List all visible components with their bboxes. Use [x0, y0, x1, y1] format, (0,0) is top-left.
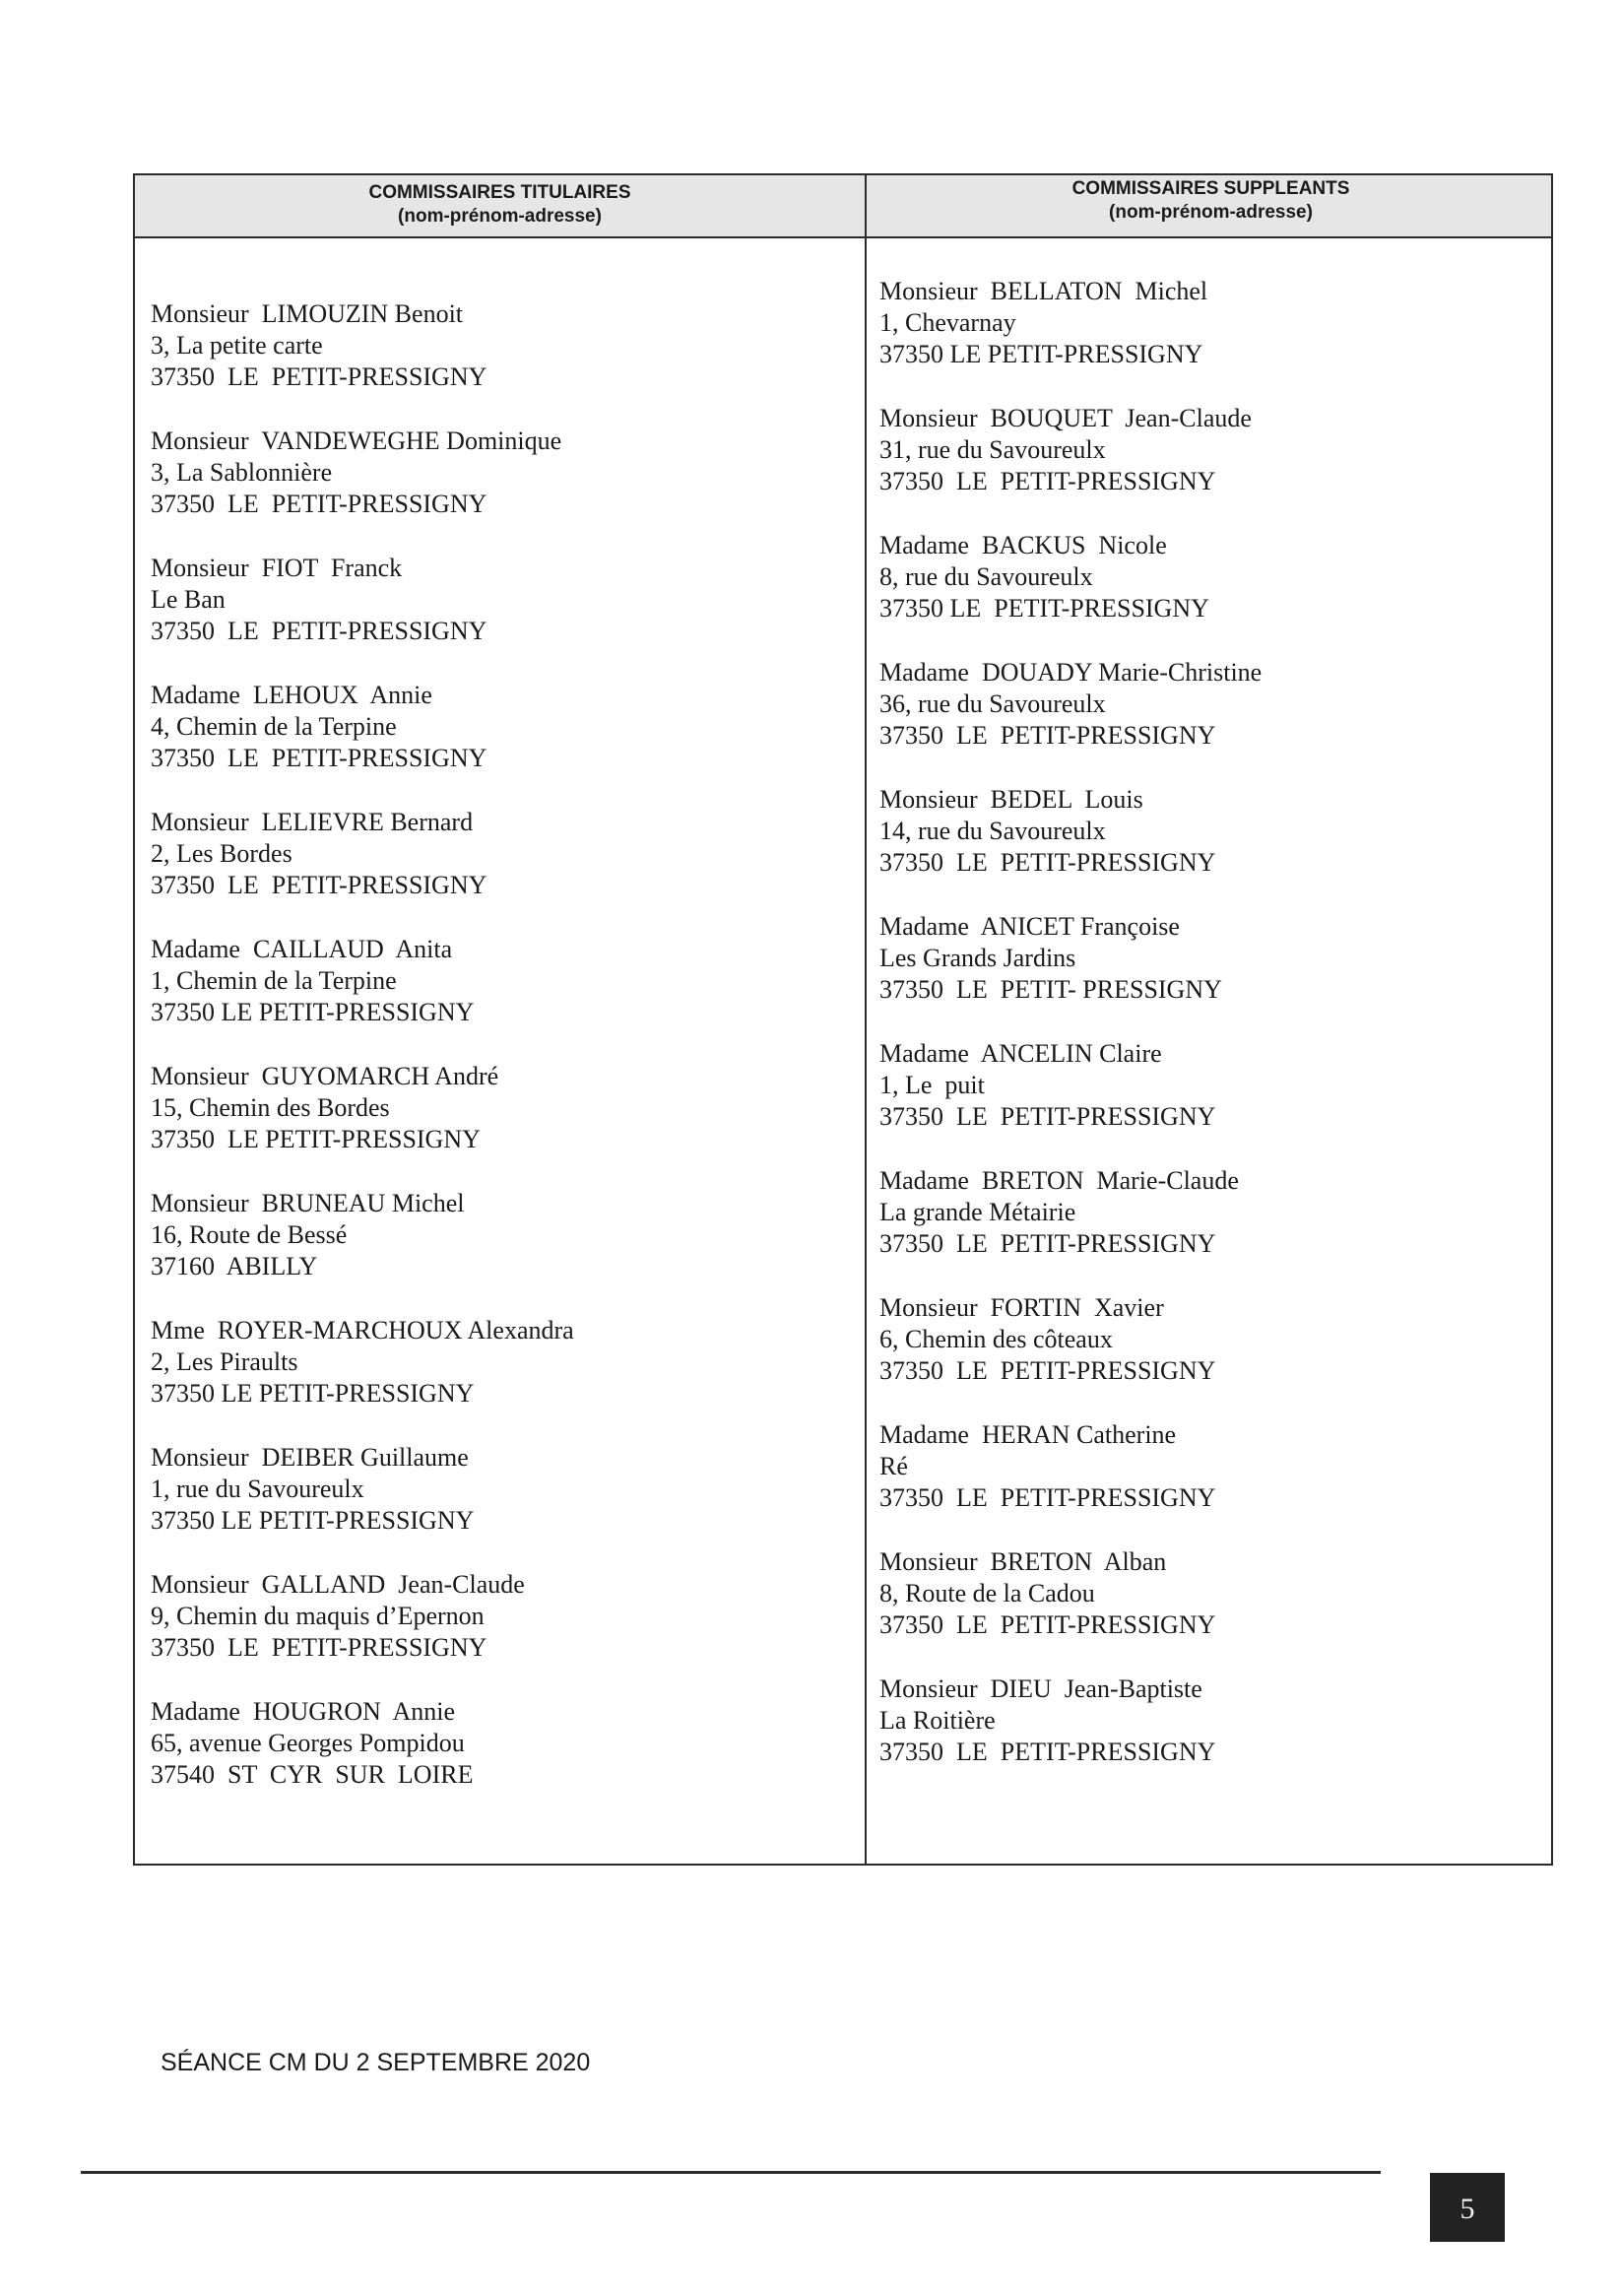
suppleants-header [867, 177, 1555, 225]
suppleant-entry-city: 37350 LE PETIT-PRESSIGNY [879, 848, 1216, 877]
titulaire-entry-name: Mme ROYER-MARCHOUX Alexandra [151, 1316, 574, 1345]
suppleant-entry-city: 37350 LE PETIT-PRESSIGNY [879, 721, 1216, 750]
titulaires-list [151, 298, 574, 1823]
page-number: 5 [1430, 2173, 1505, 2242]
suppleants-header-subtitle: (nom-prénom-adresse) [1109, 202, 1313, 223]
suppleant-entry-city: 37350 LE PETIT-PRESSIGNY [879, 1229, 1216, 1258]
suppleant-entry [879, 657, 1262, 752]
suppleant-entry [879, 1165, 1262, 1260]
suppleant-entry-address: La Roitière [879, 1706, 996, 1735]
suppleant-entry-address: 36, rue du Savoureulx [879, 689, 1106, 718]
titulaire-entry-name: Monsieur BRUNEAU Michel [151, 1189, 465, 1217]
suppleant-entry-name: Monsieur BOUQUET Jean-Claude [879, 404, 1252, 432]
titulaire-entry-city: 37350 LE PETIT-PRESSIGNY [151, 617, 487, 645]
titulaire-entry-name: Monsieur FIOT Franck [151, 554, 403, 582]
titulaires-header [135, 181, 865, 229]
suppleant-entry [879, 403, 1262, 497]
titulaire-entry-city: 37350 LE PETIT-PRESSIGNY [151, 1379, 475, 1408]
suppleant-entry-address: 14, rue du Savoureulx [879, 817, 1106, 845]
suppleant-entry [879, 276, 1262, 370]
suppleant-entry-name: Madame HERAN Catherine [879, 1420, 1177, 1449]
titulaire-entry-address: 1, Chemin de la Terpine [151, 966, 397, 995]
suppleant-entry-address: 1, Le puit [879, 1071, 985, 1099]
suppleant-entry-name: Monsieur DIEU Jean-Baptiste [879, 1674, 1202, 1703]
suppleant-entry-city: 37350 LE PETIT-PRESSIGNY [879, 1102, 1216, 1131]
suppleants-header-title: COMMISSAIRES SUPPLEANTS [1071, 178, 1350, 199]
suppleant-entry [879, 784, 1262, 879]
titulaire-entry-city: 37350 LE PETIT-PRESSIGNY [151, 1125, 481, 1153]
titulaire-entry [151, 807, 574, 901]
titulaire-entry-name: Monsieur VANDEWEGHE Dominique [151, 426, 562, 455]
titulaire-entry-address: 1, rue du Savoureulx [151, 1475, 364, 1503]
titulaire-entry-address: Le Ban [151, 585, 226, 614]
titulaire-entry [151, 680, 574, 774]
titulaires-header-subtitle: (nom-prénom-adresse) [398, 206, 602, 227]
titulaire-entry-address: 4, Chemin de la Terpine [151, 712, 397, 741]
suppleant-entry-name: Monsieur BEDEL Louis [879, 785, 1143, 814]
suppleant-entry-address: 8, rue du Savoureulx [879, 562, 1093, 591]
suppleant-entry-name: Monsieur FORTIN Xavier [879, 1293, 1164, 1322]
titulaire-entry-address: 15, Chemin des Bordes [151, 1093, 390, 1122]
suppleant-entry-address: La grande Métairie [879, 1198, 1076, 1226]
titulaire-entry-city: 37350 LE PETIT-PRESSIGNY [151, 362, 487, 391]
titulaires-header-title: COMMISSAIRES TITULAIRES [368, 182, 631, 203]
titulaire-entry-name: Monsieur GUYOMARCH André [151, 1062, 499, 1090]
titulaire-entry [151, 1442, 574, 1537]
suppleant-entry-name: Madame BACKUS Nicole [879, 531, 1167, 559]
titulaire-entry-city: 37350 LE PETIT-PRESSIGNY [151, 998, 475, 1026]
suppleant-entry-address: Ré [879, 1452, 908, 1480]
titulaire-entry-city: 37350 LE PETIT-PRESSIGNY [151, 871, 487, 899]
suppleant-entry [879, 1292, 1262, 1387]
suppleants-list [879, 276, 1262, 1801]
suppleant-entry-name: Madame ANICET Françoise [879, 912, 1180, 941]
titulaire-entry-address: 65, avenue Georges Pompidou [151, 1729, 465, 1757]
titulaire-entry-name: Monsieur LIMOUZIN Benoit [151, 299, 464, 328]
commissaires-table [133, 173, 1553, 1866]
titulaire-entry [151, 1569, 574, 1664]
titulaire-entry [151, 298, 574, 393]
suppleant-entry-city: 37350 LE PETIT-PRESSIGNY [879, 1610, 1216, 1639]
suppleant-entry-city: 37350 LE PETIT- PRESSIGNY [879, 975, 1222, 1004]
titulaire-entry-name: Madame HOUGRON Annie [151, 1697, 456, 1726]
titulaire-entry-city: 37350 LE PETIT-PRESSIGNY [151, 490, 487, 518]
titulaire-entry [151, 1061, 574, 1155]
suppleant-entry [879, 1546, 1262, 1641]
titulaire-entry-address: 3, La Sablonnière [151, 458, 333, 487]
suppleant-entry-city: 37350 LE PETIT-PRESSIGNY [879, 594, 1209, 623]
suppleant-entry-name: Madame ANCELIN Claire [879, 1039, 1162, 1068]
titulaire-entry-name: Monsieur DEIBER Guillaume [151, 1443, 469, 1472]
suppleant-entry-name: Monsieur BRETON Alban [879, 1547, 1167, 1576]
titulaire-entry [151, 426, 574, 520]
titulaire-entry [151, 553, 574, 647]
suppleant-entry-city: 37350 LE PETIT-PRESSIGNY [879, 1738, 1216, 1766]
suppleant-entry-address: Les Grands Jardins [879, 944, 1076, 972]
titulaire-entry-city: 37540 ST CYR SUR LOIRE [151, 1760, 474, 1789]
suppleant-entry-address: 31, rue du Savoureulx [879, 435, 1106, 464]
titulaire-entry-city: 37350 LE PETIT-PRESSIGNY [151, 1506, 475, 1535]
suppleant-entry [879, 911, 1262, 1006]
suppleant-entry-city: 37350 LE PETIT-PRESSIGNY [879, 467, 1216, 495]
titulaire-entry-address: 2, Les Bordes [151, 839, 292, 868]
suppleant-entry-address: 6, Chemin des côteaux [879, 1325, 1113, 1353]
titulaire-entry-city: 37350 LE PETIT-PRESSIGNY [151, 744, 487, 772]
titulaire-entry-address: 3, La petite carte [151, 331, 323, 360]
titulaire-entry-city: 37160 ABILLY [151, 1252, 318, 1280]
suppleant-entry [879, 1419, 1262, 1514]
suppleant-entry-address: 1, Chevarnay [879, 308, 1016, 337]
suppleant-entry-city: 37350 LE PETIT-PRESSIGNY [879, 1483, 1216, 1512]
suppleant-entry [879, 1673, 1262, 1768]
suppleant-entry [879, 1038, 1262, 1133]
titulaire-entry-address: 16, Route de Bessé [151, 1220, 348, 1249]
session-footer: SÉANCE CM DU 2 SEPTEMBRE 2020 [161, 2049, 591, 2076]
titulaire-entry [151, 934, 574, 1028]
titulaire-entry-name: Madame LEHOUX Annie [151, 681, 432, 709]
suppleant-entry-city: 37350 LE PETIT-PRESSIGNY [879, 1356, 1216, 1385]
titulaire-entry-address: 9, Chemin du maquis d’Epernon [151, 1602, 485, 1630]
suppleant-entry-name: Monsieur BELLATON Michel [879, 277, 1208, 305]
titulaire-entry-name: Monsieur GALLAND Jean-Claude [151, 1570, 525, 1599]
footer-divider [81, 2171, 1381, 2174]
titulaire-entry-name: Monsieur LELIEVRE Bernard [151, 808, 474, 836]
suppleant-entry-city: 37350 LE PETIT-PRESSIGNY [879, 340, 1203, 368]
titulaire-entry [151, 1188, 574, 1282]
titulaire-entry-name: Madame CAILLAUD Anita [151, 935, 453, 963]
table-header-row [135, 175, 1551, 238]
titulaire-entry [151, 1315, 574, 1410]
titulaire-entry-city: 37350 LE PETIT-PRESSIGNY [151, 1633, 487, 1662]
titulaire-entry [151, 1696, 574, 1791]
suppleant-entry [879, 530, 1262, 624]
suppleant-entry-name: Madame BRETON Marie-Claude [879, 1166, 1239, 1195]
suppleant-entry-name: Madame DOUADY Marie-Christine [879, 658, 1263, 687]
titulaire-entry-address: 2, Les Piraults [151, 1347, 298, 1376]
column-divider [865, 175, 867, 1864]
suppleant-entry-address: 8, Route de la Cadou [879, 1579, 1095, 1607]
